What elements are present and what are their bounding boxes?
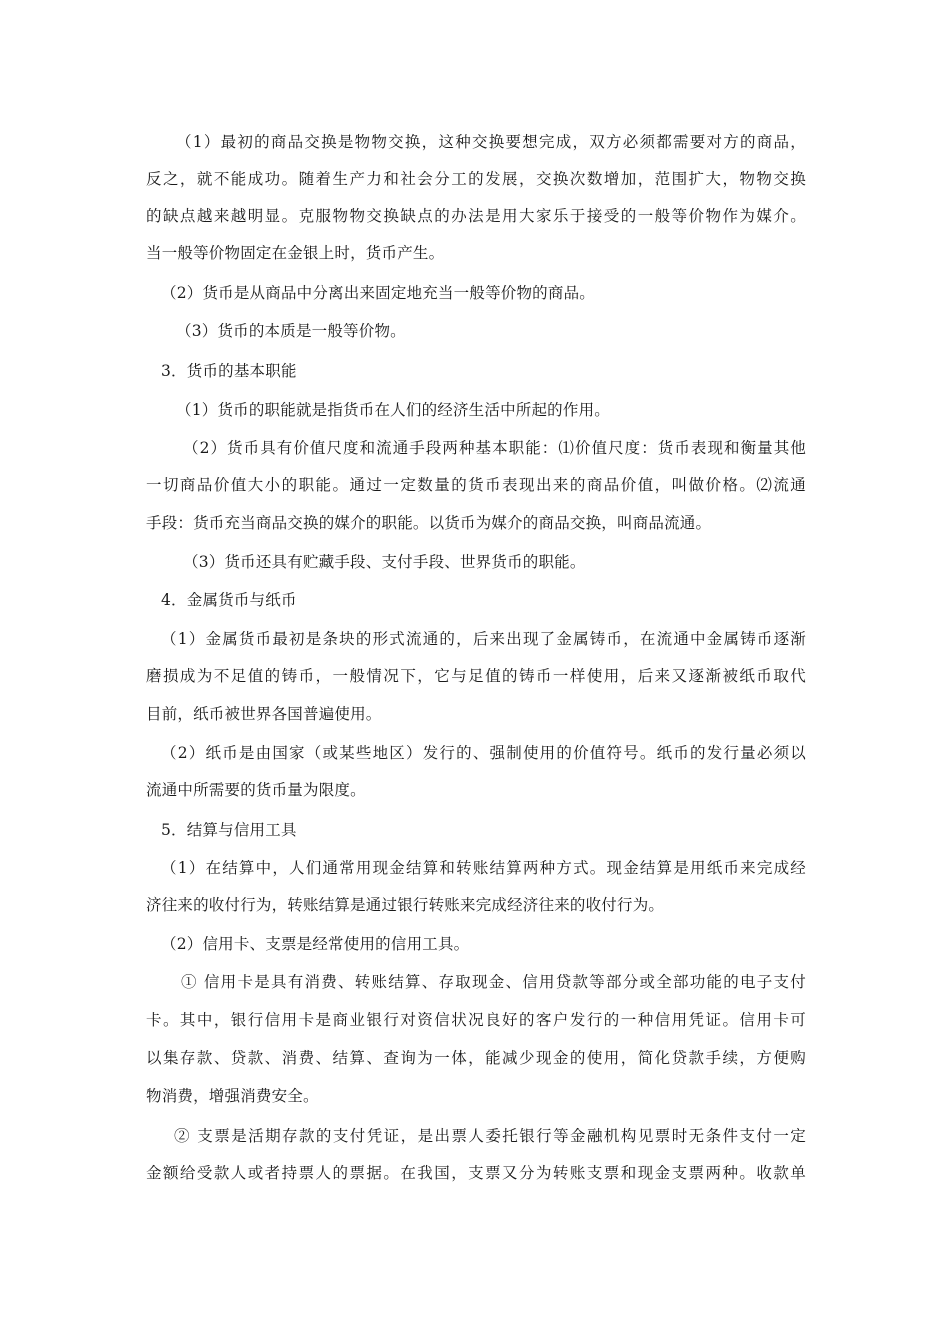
text-line: 手段：货币充当商品交换的媒介的职能。以货币为媒介的商品交换，叫商品流通。 bbox=[146, 514, 712, 532]
text-line: 一切商品价值大小的职能。通过一定数量的货币表现出来的商品价值，叫做价格。⑵流通 bbox=[146, 476, 806, 494]
text-line: （1）在结算中，人们通常用现金结算和转账结算两种方式。现金结算是用纸币来完成经 bbox=[161, 859, 806, 877]
text-line: （3）货币的本质是一般等价物。 bbox=[176, 322, 406, 340]
text-line: 金额给受款人或者持票人的票据。在我国，支票又分为转账支票和现金支票两种。收款单 bbox=[146, 1164, 806, 1182]
text-line: （2）货币是从商品中分离出来固定地充当一般等价物的商品。 bbox=[161, 284, 595, 302]
section-heading: 4．金属货币与纸币 bbox=[161, 591, 297, 609]
text-line: 反之，就不能成功。随着生产力和社会分工的发展，交换次数增加，范围扩大，物物交换 bbox=[146, 170, 806, 188]
text-line: （1）金属货币最初是条块的形式流通的，后来出现了金属铸币，在流通中金属铸币逐渐 bbox=[161, 630, 806, 648]
section-heading: 3．货币的基本职能 bbox=[161, 362, 297, 380]
text-line: 目前，纸币被世界各国普遍使用。 bbox=[146, 705, 382, 723]
section-heading: 5．结算与信用工具 bbox=[161, 821, 297, 839]
text-line: （1）最初的商品交换是物物交换，这种交换要想完成，双方必须都需要对方的商品， bbox=[176, 133, 806, 151]
text-line: ① 信用卡是具有消费、转账结算、存取现金、信用贷款等部分或全部功能的电子支付 bbox=[181, 973, 806, 991]
text-line: ② 支票是活期存款的支付凭证，是出票人委托银行等金融机构见票时无条件支付一定 bbox=[174, 1127, 806, 1145]
text-line: 当一般等价物固定在金银上时，货币产生。 bbox=[146, 244, 445, 262]
text-line: 磨损成为不足值的铸币，一般情况下，它与足值的铸币一样使用，后来又逐渐被纸币取代 bbox=[146, 667, 806, 685]
text-line: （3）货币还具有贮藏手段、支付手段、世界货币的职能。 bbox=[183, 553, 586, 571]
text-line: 济往来的收付行为，转账结算是通过银行转账来完成经济往来的收付行为。 bbox=[146, 896, 665, 914]
text-line: 物消费，增强消费安全。 bbox=[146, 1087, 319, 1105]
text-line: 的缺点越来越明显。克服物物交换缺点的办法是用大家乐于接受的一般等价物作为媒介。 bbox=[146, 207, 806, 225]
text-line: 以集存款、贷款、消费、结算、查询为一体，能减少现金的使用，简化贷款手续，方便购 bbox=[146, 1049, 806, 1067]
text-line: 流通中所需要的货币量为限度。 bbox=[146, 781, 366, 799]
text-line: （2）纸币是由国家（或某些地区）发行的、强制使用的价值符号。纸币的发行量必须以 bbox=[161, 744, 806, 762]
text-line: 卡。其中，银行信用卡是商业银行对资信状况良好的客户发行的一种信用凭证。信用卡可 bbox=[146, 1011, 806, 1029]
text-line: （2）信用卡、支票是经常使用的信用工具。 bbox=[161, 935, 470, 953]
text-line: （1）货币的职能就是指货币在人们的经济生活中所起的作用。 bbox=[176, 401, 610, 419]
text-line: （2）货币具有价值尺度和流通手段两种基本职能：⑴价值尺度：货币表现和衡量其他 bbox=[183, 439, 806, 457]
